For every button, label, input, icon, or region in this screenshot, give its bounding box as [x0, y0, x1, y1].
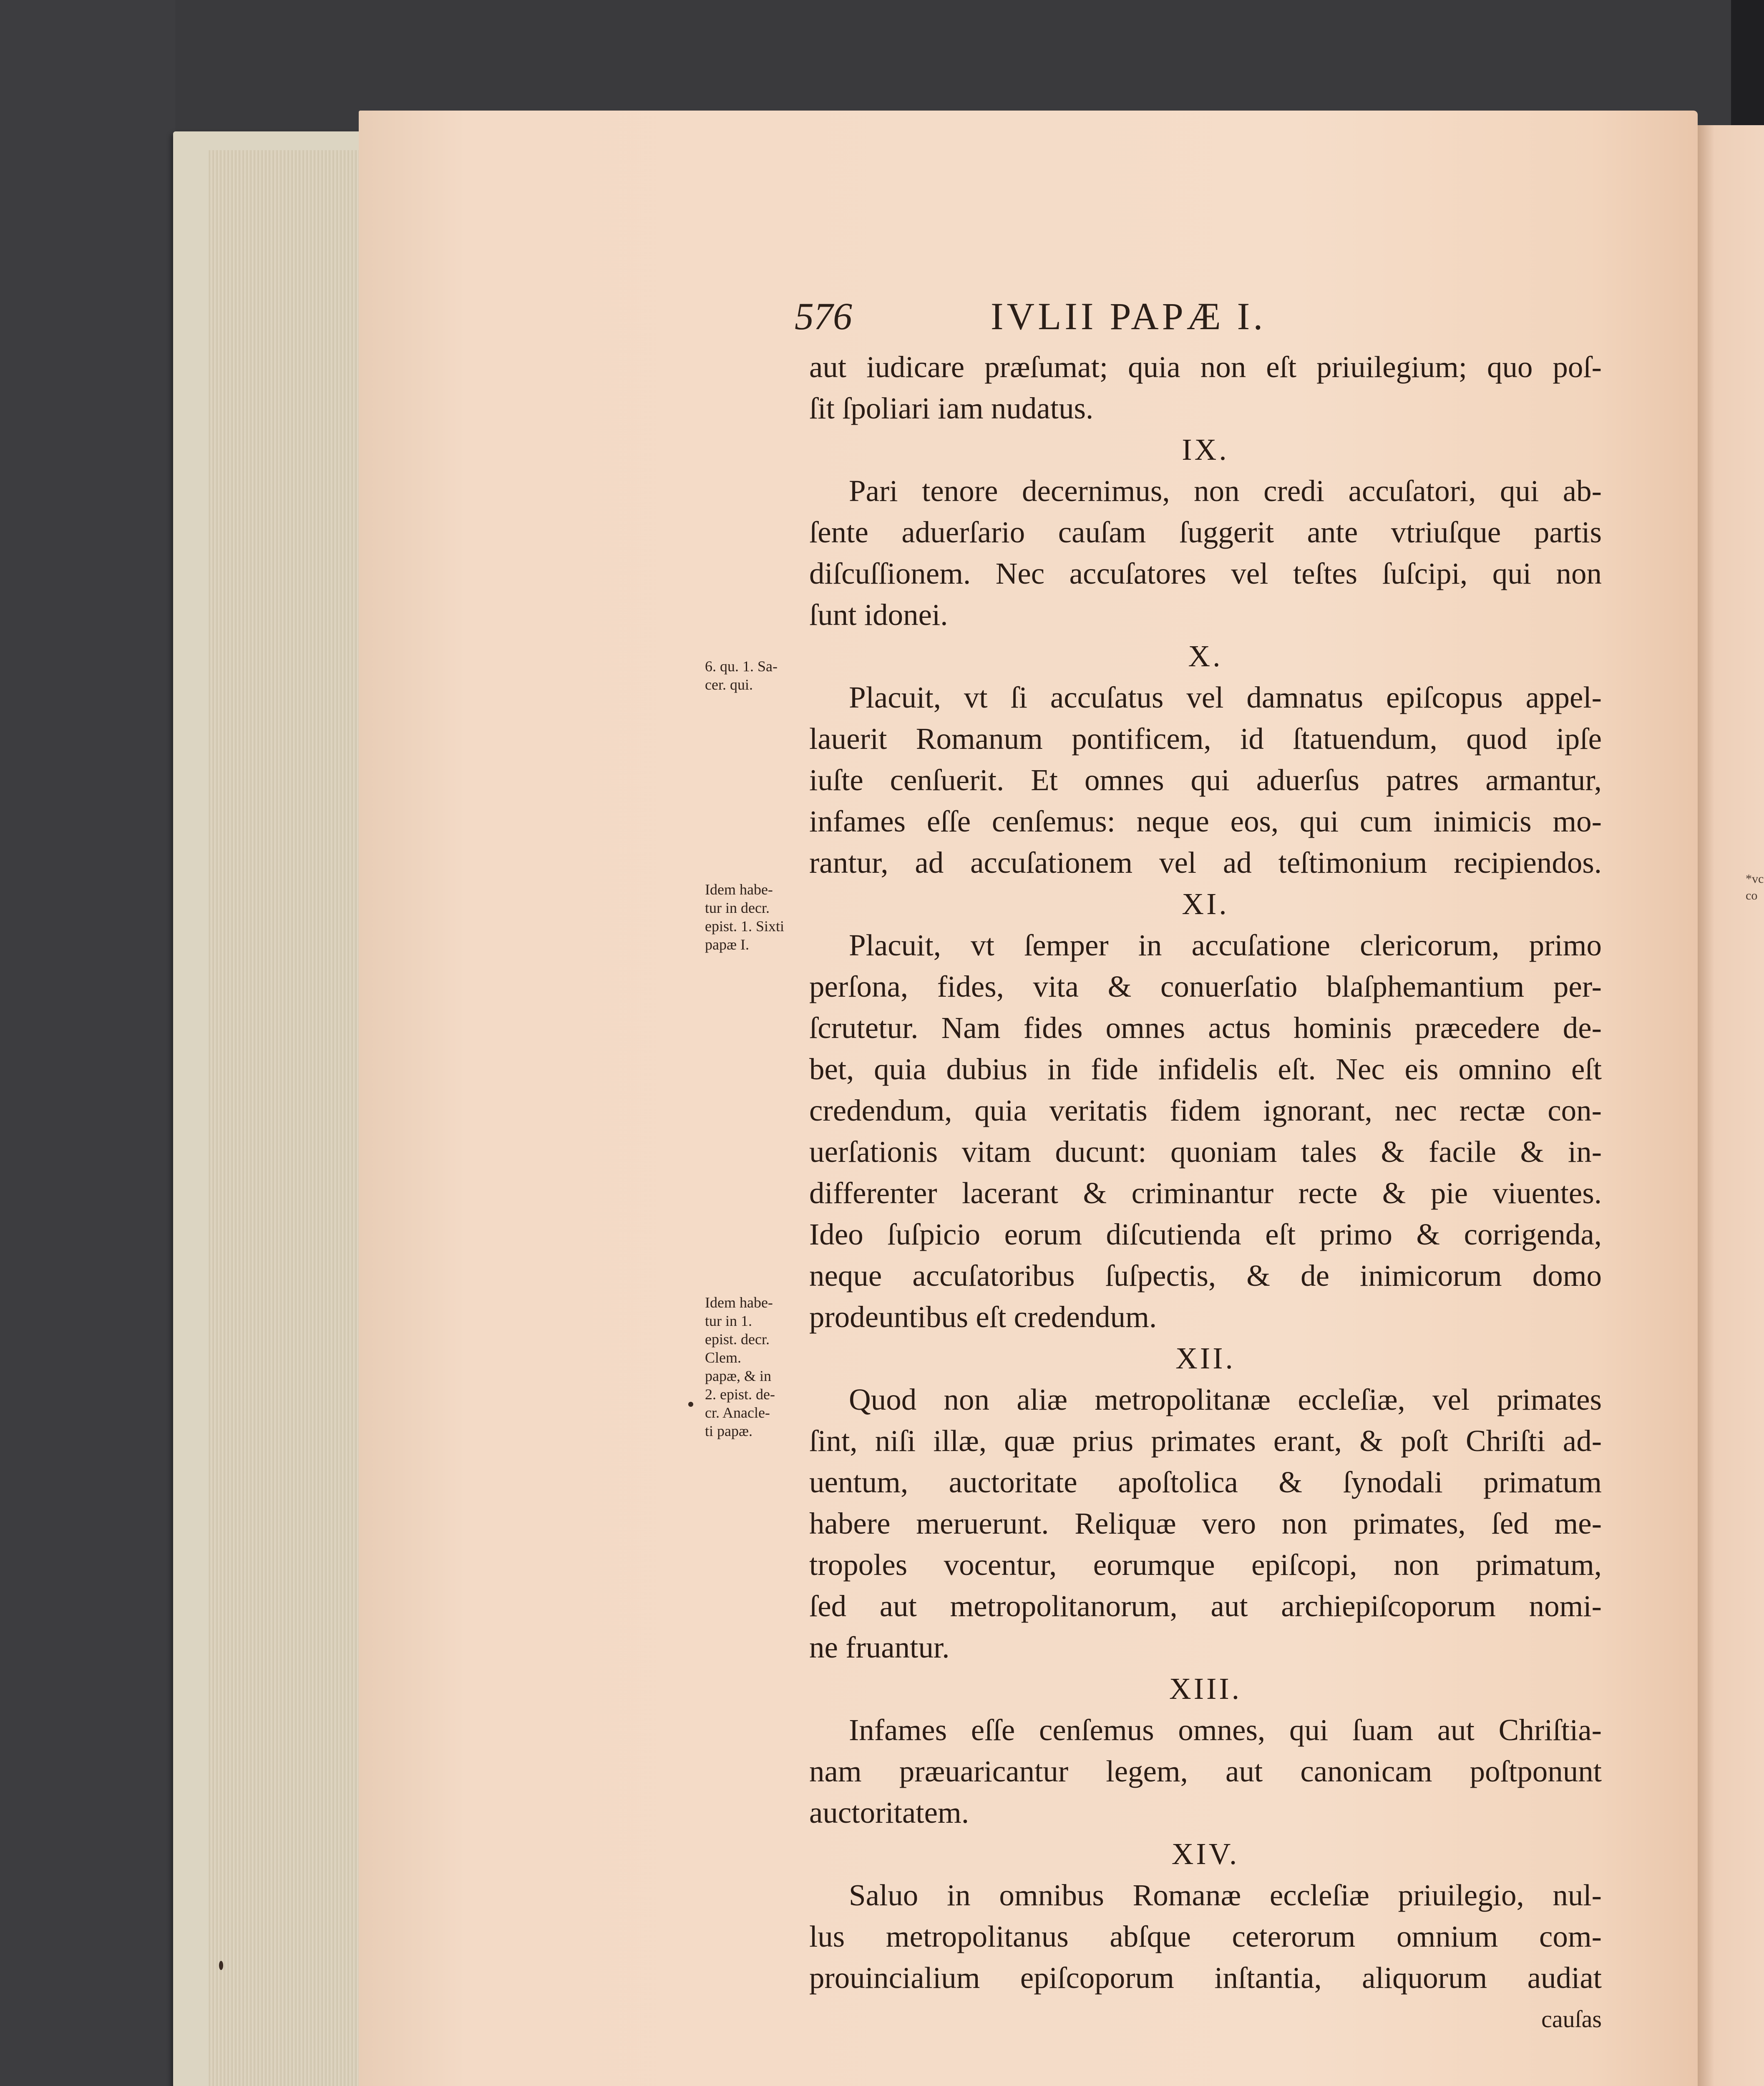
- text-line: ſit ſpoliari iam nudatus.: [809, 391, 1094, 425]
- text-line: ſunt idonei.: [809, 598, 948, 632]
- margin-note-line: epist. 1. Sixti: [705, 918, 785, 935]
- margin-note-line: 2. epist. de-: [705, 1386, 775, 1403]
- text-line: Ideo ſuſpicio eorum diſcutienda eſt primo & corrigenda,: [809, 1217, 1602, 1251]
- text-line: auctoritatem.: [809, 1796, 969, 1829]
- margin-note-line: epist. decr.: [705, 1331, 770, 1348]
- text-line: ſint, niſi illæ, quæ prius primates erant, & poſt Chriſti ad-: [809, 1424, 1602, 1458]
- text-line: aut iudicare præſumat; quia non eſt priuilegium; quo poſ-: [809, 350, 1602, 384]
- section-heading: X.: [1188, 639, 1223, 673]
- margin-note-line: 6. qu. 1. Sa-: [705, 658, 778, 675]
- margin-note-line: cr. Anacle-: [705, 1404, 770, 1421]
- text-line: prodeuntibus eſt credendum.: [809, 1300, 1157, 1334]
- text-line: tropoles vocentur, eorumque epiſcopi, non primatum,: [809, 1548, 1602, 1582]
- margin-note: [705, 880, 801, 954]
- ink-speck: [688, 1402, 693, 1407]
- text-line: lus metropolitanus abſque ceterorum omnium com-: [809, 1920, 1602, 1953]
- text-line: Infames eſſe cenſemus omnes, qui ſuam aut Chriſtia-: [849, 1713, 1602, 1747]
- text-line: ne fruantur.: [809, 1630, 950, 1664]
- section-heading: XIV.: [1171, 1837, 1240, 1871]
- opposite-page: [1698, 125, 1764, 2086]
- page-edges: [209, 150, 367, 2086]
- margin-note: [705, 657, 801, 694]
- text-line: infames eſſe cenſemus: neque eos, qui cum inimicis mo-: [809, 804, 1602, 838]
- text-line: lauerit Romanum pontificem, id ſtatuendum, quod ipſe: [809, 722, 1602, 756]
- text-line: rantur, ad accuſationem vel ad teſtimonium recipiendos.: [809, 846, 1602, 879]
- margin-note-line: tur in 1.: [705, 1313, 752, 1329]
- text-line: perſona, fides, vita & conuerſatio blaſphemantium per-: [809, 970, 1602, 1003]
- running-title: IVLII PAPÆ I.: [991, 295, 1266, 338]
- margin-note-line: ti papæ.: [705, 1423, 752, 1439]
- text-line: prouincialium epiſcoporum inſtantia, aliquorum audiat: [809, 1961, 1602, 1995]
- text-line: Quod non aliæ metropolitanæ eccleſiæ, vel primates: [849, 1383, 1602, 1416]
- margin-note-line: papæ I.: [705, 936, 749, 953]
- margin-note-line: Idem habe-: [705, 1294, 773, 1311]
- text-line: ſed aut metropolitanorum, aut archiepiſcoporum nomi-: [809, 1589, 1602, 1623]
- text-line: credendum, quia veritatis fidem ignorant, nec rectæ con-: [809, 1093, 1602, 1127]
- backdrop-left: [0, 0, 175, 2086]
- page-number: 576: [795, 295, 852, 338]
- opposite-page-mark: *vc: [1746, 872, 1764, 886]
- text-line: uerſationis vitam ducunt: quoniam tales & facile & in-: [809, 1135, 1602, 1169]
- margin-note-line: Idem habe-: [705, 881, 773, 898]
- text-line: ſcrutetur. Nam fides omnes actus hominis præcedere de-: [809, 1011, 1602, 1045]
- margin-note-line: Clem.: [705, 1349, 741, 1366]
- body-text: [809, 346, 1602, 2040]
- section-heading: IX.: [1182, 433, 1229, 466]
- text-line: Placuit, vt ſi accuſatus vel damnatus epiſcopus appel-: [849, 680, 1602, 714]
- text-line: nam præuaricantur legem, aut canonicam poſtponunt: [809, 1754, 1602, 1788]
- ink-speck: [219, 1961, 223, 1970]
- section-heading: XII.: [1175, 1341, 1236, 1375]
- margin-note: [705, 1293, 801, 1440]
- text-line: neque accuſatoribus ſuſpectis, & de inimicorum domo: [809, 1259, 1602, 1292]
- opposite-page-mark: co: [1746, 889, 1758, 902]
- page-header: [795, 294, 1462, 348]
- text-line: habere meruerunt. Reliquæ vero non primates, ſed me-: [809, 1507, 1602, 1540]
- text-line: iuſte cenſuerit. Et omnes qui aduerſus patres armantur,: [809, 763, 1602, 797]
- section-heading: XIII.: [1169, 1672, 1242, 1706]
- margin-note-line: cer. qui.: [705, 676, 753, 693]
- text-line: Placuit, vt ſemper in accuſatione clericorum, primo: [849, 928, 1602, 962]
- text-line: ſente aduerſario cauſam ſuggerit ante vtriuſque partis: [809, 515, 1602, 549]
- text-line: Pari tenore decernimus, non credi accuſatori, qui ab-: [849, 474, 1602, 508]
- text-line: uentum, auctoritate apoſtolica & ſynodali primatum: [809, 1465, 1602, 1499]
- margin-note-line: tur in decr.: [705, 899, 770, 916]
- text-line: Saluo in omnibus Romanæ eccleſiæ priuilegio, nul-: [849, 1878, 1602, 1912]
- section-heading: XI.: [1182, 887, 1229, 921]
- text-line: bet, quia dubius in fide infidelis eſt. Nec eis omnino eſt: [809, 1052, 1602, 1086]
- text-line: differenter lacerant & criminantur recte & pie viuentes.: [809, 1176, 1602, 1210]
- text-line: diſcuſſionem. Nec accuſatores vel teſtes ſuſcipi, qui non: [809, 557, 1602, 590]
- catchword: cauſas: [1541, 2005, 1602, 2033]
- margin-note-line: papæ, & in: [705, 1368, 771, 1384]
